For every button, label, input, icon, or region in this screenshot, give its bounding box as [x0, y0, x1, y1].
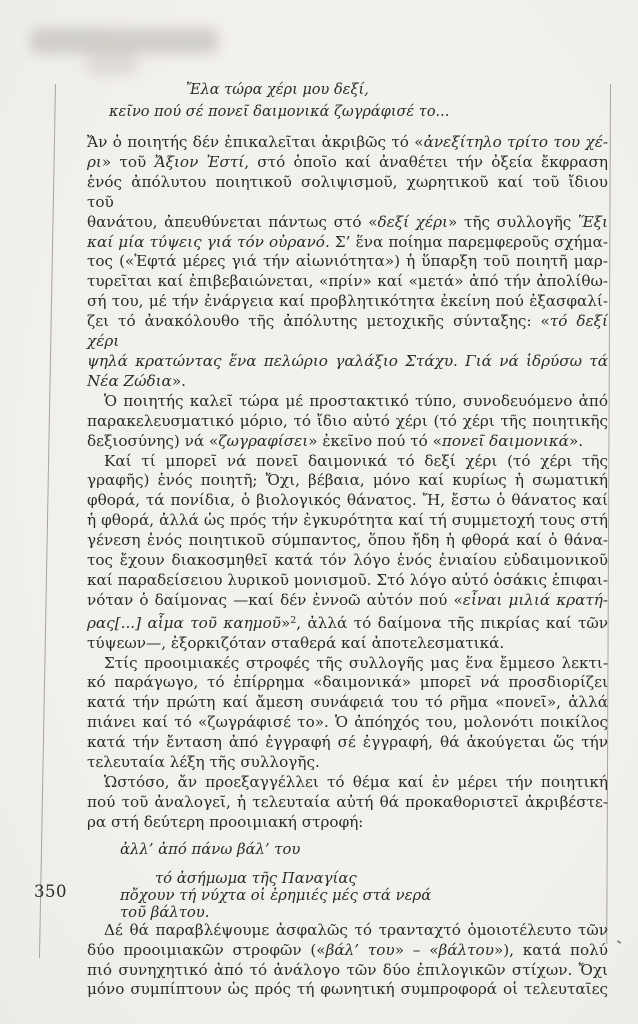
text-line: ἡ φθορά, ἀλλά ὡς πρός τήν ἐγκυρότητα καί τή συμμετοχή τους στή [87, 511, 608, 530]
text-line: Ἄν ὁ ποιητής δέν ἐπικαλεῖται ἀκριβῶς τό «ἀνεξίτηλο τρίτο του χέ- [87, 133, 608, 151]
text-line: θανάτου, ἀπευθύνεται πάντως στό «δεξί χέρι» τῆς συλλογῆς Ἕξι [87, 212, 608, 231]
text-line: παρακελευσματικό μόριο, τό ἴδιο αὐτό χέρι (τό χέρι τῆς ποιητικῆς [87, 411, 608, 430]
text-line: σή του, μέ τήν ἐνάργεια καί προβλητικότητα ἐκείνη πού ἐξασφαλί- [87, 292, 608, 311]
text-line: μόνο συμπίπτουν ὡς πρός τή φωνητική συμπροφορά οἱ τελευταῖες [87, 980, 608, 999]
text-line: νόταν ὁ δαίμονας —καί δέν ἐννοῶ αὐτόν πού «εἶναι μιλιά κρατή- [87, 590, 608, 609]
text-line: πού τοῦ ἀναλογεῖ, ἡ τελευταία αὐτή θά προκαθοριστεῖ ἀκριβέστε- [87, 792, 608, 811]
text-line: τυρεῖται καί ἐπιβεβαιώνεται, «πρίν» καί «μετά» ἀπό τήν ἀπολίθω- [87, 272, 608, 291]
verse-line: πὄχουν τή νύχτα οἱ ἐρημιές μές στά νερά [120, 886, 432, 904]
epigraph-line: Ἔλα τώρα χέρι μου δεξί, [186, 82, 369, 98]
text-line: κατά τήν ἔνταση ἀπό ἐγγραφή σέ ἐγγραφή, θά ἀκούγεται ὥς τήν [87, 733, 608, 752]
text-line: Ὁ ποιητής καλεῖ τώρα μέ προστακτικό τύπο, συνοδευόμενο ἀπό [104, 391, 608, 410]
text-line: δεξιοσύνης) νά «ζωγραφίσει» ἐκεῖνο πού τό «πονεῖ δαιμονικά». [87, 431, 584, 450]
text-line: Στίς προοιμιακές στροφές τῆς συλλογῆς μας ἕνα ἔμμεσο λεκτι- [104, 653, 608, 672]
text-line: γένεση ἑνός ποιητικοῦ σύμπαντος, ὅπου ἤδη ἡ φθορά καί ὁ θάνα- [87, 531, 608, 550]
text-line: Ὡστόσο, ἄν προεξαγγέλλει τό θέμα καί ἐν μέρει τήν ποιητική [104, 773, 608, 791]
text-line: πιό συνηχητικό ἀπό τό ἀνάλογο τῶν δύο ἐπιλογικῶν στίχων. Ὄχι [87, 960, 608, 979]
text-line: δύο προοιμιακῶν στροφῶν («βάλ’ του» – «βάλτου»), κατά πολύ [87, 940, 608, 959]
verse-quote [120, 841, 608, 921]
text-line: κό παράγωγο, τό ἐπίρρημα «δαιμονικά» μπορεῖ νά προσδιορίζει [87, 673, 608, 692]
scan-smudge [30, 28, 218, 54]
text-line: καί παραδείσειου λυρικοῦ μονισμοῦ. Στό λόγο αὐτό ὁσάκις ἐπιφαι- [87, 570, 608, 589]
verse-line: τοῦ βάλτου. [120, 903, 210, 921]
verse-gap [120, 858, 608, 870]
text-line: κατά τήν πρώτη καί ἄμεση συνάφειά του τό ρῆμα «πονεῖ», ἀλλά [87, 693, 608, 712]
body-text [87, 133, 608, 1000]
text-line: τος («Ἑφτά μέρες γιά τήν αἰωνιότητα») ἡ ὕπαρξη τοῦ ποιητῆ μαρ- [87, 252, 608, 271]
epigraph-line: κεῖνο πού σέ πονεῖ δαιμονικά ζωγράφισέ το... [109, 103, 450, 120]
text-line: τελευταία λέξη τῆς συλλογῆς. [87, 753, 320, 772]
text-line: καί μία τύψεις γιά τόν οὐρανό. Σ’ ἕνα ποίημα παρεμφεροῦς σχήμα- [87, 232, 608, 251]
text-line: γραφῆς) ἑνός ποιητῆ; Ὄχι, βέβαια, μόνο καί κυρίως ἡ σωματική [87, 471, 608, 490]
text-line: ρα στή δεύτερη προοιμιακή στροφή: [87, 812, 364, 831]
text-line: ρι» τοῦ Ἄξιον Ἐστί, στό ὁποῖο καί ἀναθέτει τήν ὀξεία ἔκφραση [87, 152, 608, 171]
text-line: πιάνει καί τό «ζωγράφισέ το». Ὁ ἀπόηχός του, μολονότι ποικίλος [87, 713, 608, 732]
verse-line: τό ἀσήμωμα τῆς Παναγίας [155, 869, 357, 887]
text-line: ἑνός ἀπόλυτου ποιητικοῦ σολιψισμοῦ, χωρητικοῦ καί τοῦ ἴδιου τοῦ [87, 172, 608, 211]
text-line: Καί τί μπορεῖ νά πονεῖ δαιμονικά τό δεξί χέρι (τό χέρι τῆς [104, 451, 608, 470]
scan-speck [617, 940, 621, 944]
text-line: φθορά, τά πονίδια, ὁ βιολογικός θάνατος. Ἤ, ἔστω ὁ θάνατος καί [87, 491, 608, 510]
left-margin-rule [39, 84, 56, 958]
text-line: Νέα Ζώδια». [87, 371, 186, 390]
footnote-reference: 2 [290, 614, 297, 626]
text-line: Δέ θά παραβλέψουμε ἀσφαλῶς τό τρανταχτό ὁμοιοτέλευτο τῶν [104, 920, 608, 939]
scan-smudge-small [86, 52, 138, 74]
verse-line: ἀλλ’ ἀπό πάνω βάλ’ του [120, 840, 301, 858]
text-line: ζει τό ἀνακόλουθο τῆς ἀπόλυτης μετοχικῆς σύνταξης: «τό δεξί χέρι [87, 312, 608, 351]
text-line: ψηλά κρατώντας ἕνα πελώριο γαλάξιο Στάχυ. Γιά νά ἱδρύσω τά [87, 351, 608, 370]
epigraph [109, 80, 449, 123]
text-line: τος ἔχουν διακοσμηθεῖ κατά τόν λόγο ἑνός ἑνιαίου εὐδαιμονικοῦ [87, 551, 608, 570]
text-line: τύψεων—, ἐξορκιζόταν σταθερά καί ἀποτελεσματικά. [87, 633, 505, 652]
page-number: 350 [34, 882, 67, 901]
text-line: ρας[...] αἷμα τοῦ καημοῦ»$^2$, ἀλλά τό δαίμονα τῆς πικρίας καί τῶν [87, 613, 609, 632]
